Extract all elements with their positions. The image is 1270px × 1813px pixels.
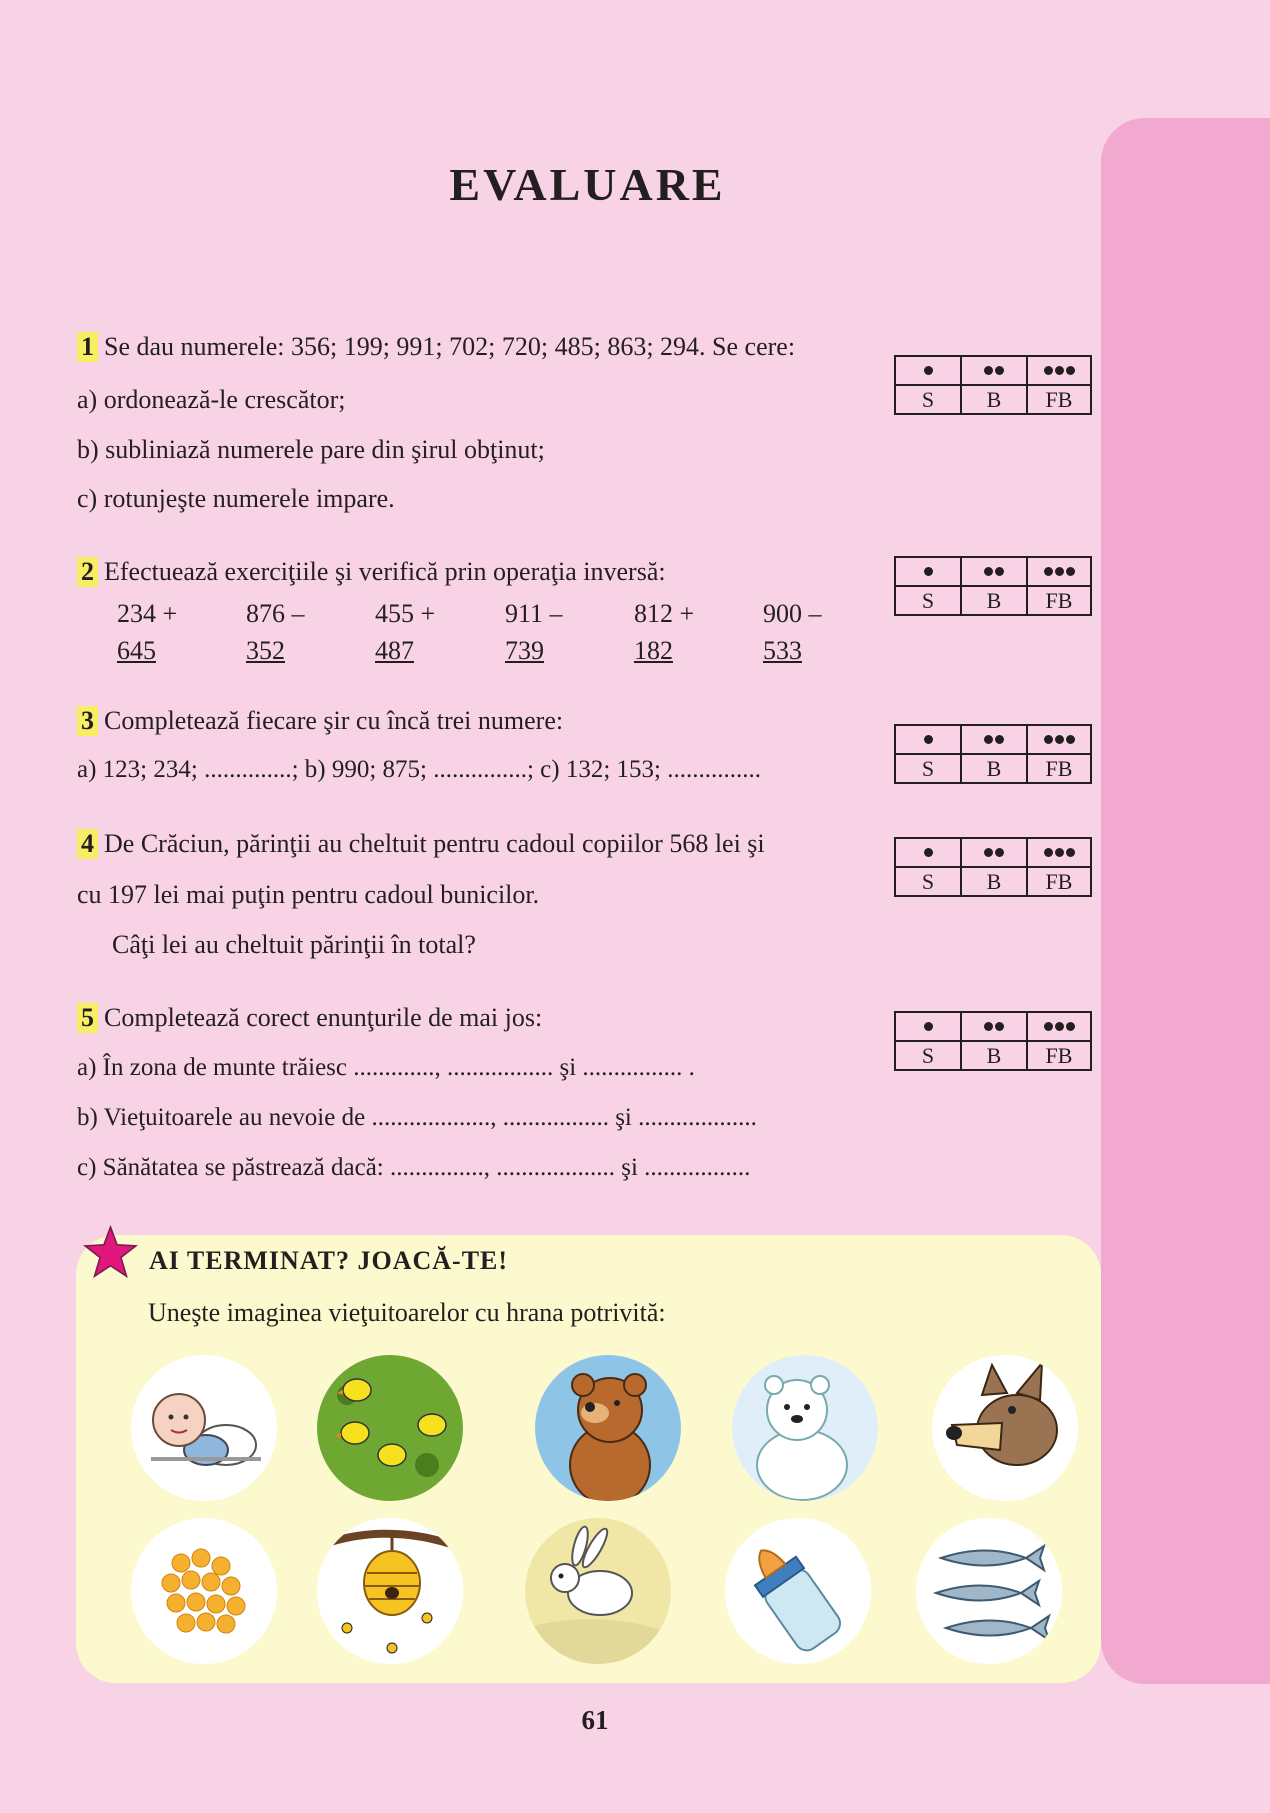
three-dots-icon [1028,357,1090,386]
grade-fb: FB [1045,755,1073,781]
three-dots-icon [1028,1013,1090,1042]
grade-fb: FB [1045,1042,1073,1068]
evaluation-box [894,556,1092,616]
rabbit-icon[interactable] [525,1518,671,1664]
exercise-3-number: 3 [77,706,98,736]
operation [505,595,575,669]
corn-icon[interactable] [131,1518,277,1664]
exercise-1-b: b) subliniază numerele pare din şirul obţinut; [77,435,545,464]
exercise-4-question: Câţi lei au cheltuit părinţii în total? [112,930,476,959]
baby-icon[interactable] [131,1355,277,1501]
exercise-3-line: a) 123; 234; ..............; b) 990; 875; ...............; c) 132; 153; ............... [77,756,761,783]
bear-icon[interactable] [535,1355,681,1501]
evaluation-box [894,837,1092,897]
grade-s: S [896,1042,962,1069]
evaluation-box [894,355,1092,415]
exercise-5-b: b) Vieţuitoarele au nevoie de ..................., ................. şi ................... [77,1104,757,1131]
three-dots-icon [1028,726,1090,755]
baby-bottle-icon[interactable] [725,1518,871,1664]
operation-top: 900 – [763,599,822,628]
polar-bear-icon[interactable] [732,1355,878,1501]
one-dot-icon [896,839,962,868]
beehive-icon[interactable] [317,1518,463,1664]
grade-s: S [896,386,962,413]
grade-s: S [896,755,962,782]
operation [763,595,833,669]
one-dot-icon [896,357,962,386]
grade-s: S [896,868,962,895]
exercise-3-text: Completează fiecare şir cu încă trei numere: [104,706,564,735]
exercise-4-line2: cu 197 lei mai puţin pentru cadoul bunicilor. [77,880,540,909]
exercise-1-number: 1 [77,332,98,362]
exercise-1-c: c) rotunjeşte numerele impare. [77,484,395,513]
two-dots-icon [962,839,1028,868]
operation-bottom: 352 [246,636,285,665]
page-title: EVALUARE [449,159,726,210]
operation-top: 911 – [505,599,563,628]
grade-fb: FB [1045,386,1073,412]
grade-b: B [962,1042,1028,1069]
exercise-3-statement [77,706,563,736]
page-number: 61 [581,1705,609,1735]
star-icon [83,1225,138,1280]
exercise-5-statement [77,1003,542,1033]
exercise-5-text: Completează corect enunţurile de mai jos: [104,1003,543,1032]
operation-bottom: 182 [634,636,673,665]
two-dots-icon [962,357,1028,386]
operation [246,595,316,669]
exercise-1-text: Se dau numerele: 356; 199; 991; 702; 720; 485; 863; 294. Se cere: [104,332,796,361]
exercise-5-c: c) Sănătatea se păstrează dacă: ..............., ................... şi ................. [77,1154,751,1181]
grade-b: B [962,868,1028,895]
grade-b: B [962,587,1028,614]
operation-top: 455 + [375,599,436,628]
exercise-4-text: De Crăciun, părinţii au cheltuit pentru cadoul copiilor 568 lei şi [104,829,765,858]
operation-top: 812 + [634,599,695,628]
exercise-5-a: a) În zona de munte trăiesc ............., ................. şi ................ . [77,1054,695,1081]
chicks-icon[interactable] [317,1355,463,1501]
exercise-2-statement [77,557,666,587]
grade-fb: FB [1045,587,1073,613]
operation-bottom: 739 [505,636,544,665]
side-tab [1101,118,1270,1684]
exercise-4-number: 4 [77,829,98,859]
operation-bottom: 645 [117,636,156,665]
one-dot-icon [896,1013,962,1042]
one-dot-icon [896,558,962,587]
fish-icon[interactable] [916,1518,1062,1664]
grade-fb: FB [1045,868,1073,894]
operation-top: 876 – [246,599,305,628]
operation [634,595,704,669]
game-instruction: Uneşte imaginea vieţuitoarelor cu hrana potrivită: [148,1298,666,1327]
grade-b: B [962,755,1028,782]
two-dots-icon [962,726,1028,755]
game-title: AI TERMINAT? JOACĂ-TE! [149,1246,509,1275]
grade-s: S [896,587,962,614]
two-dots-icon [962,1013,1028,1042]
evaluation-box [894,724,1092,784]
grade-b: B [962,386,1028,413]
operation-bottom: 487 [375,636,414,665]
three-dots-icon [1028,558,1090,587]
operation-top: 234 + [117,599,178,628]
two-dots-icon [962,558,1028,587]
exercise-2-number: 2 [77,557,98,587]
exercise-1-a: a) ordonează-le crescător; [77,385,346,414]
exercise-4-statement [77,829,765,859]
wolf-icon[interactable] [932,1355,1078,1501]
exercise-1-statement [77,332,795,362]
three-dots-icon [1028,839,1090,868]
evaluation-box [894,1011,1092,1071]
operation-bottom: 533 [763,636,802,665]
exercise-2-text: Efectuează exerciţiile şi verifică prin operaţia inversă: [104,557,666,586]
one-dot-icon [896,726,962,755]
operation [117,595,187,669]
exercise-5-number: 5 [77,1003,98,1033]
operation [375,595,445,669]
